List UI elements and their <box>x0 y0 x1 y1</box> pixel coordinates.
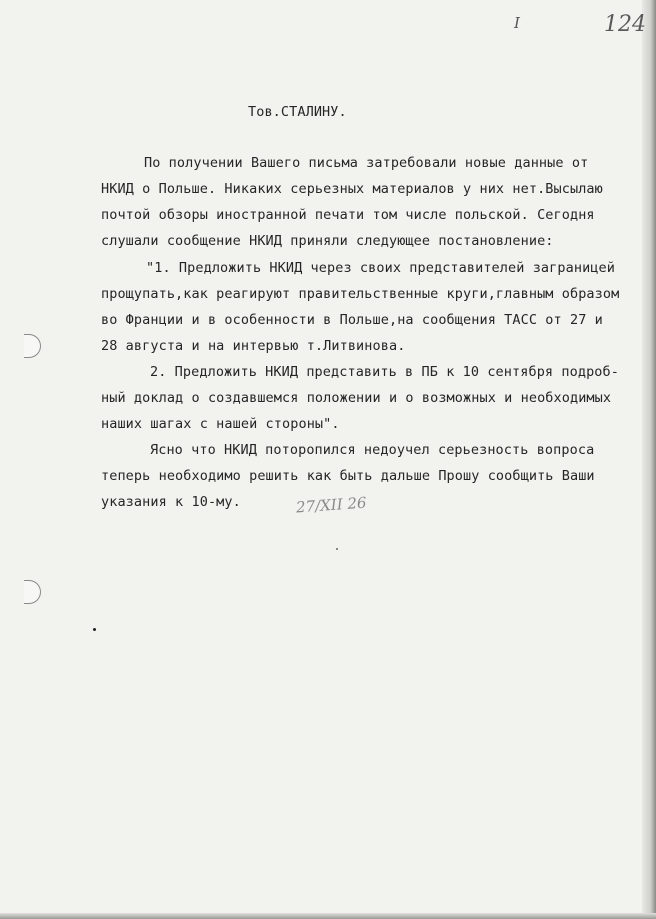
ink-speck <box>93 628 96 631</box>
page-bottom-edge <box>0 913 656 919</box>
line-9: 2. Предложить НКИД представить в ПБ к 10 сентября подроб- <box>150 364 619 380</box>
line-4: слушали сообщение НКИД приняли следующее постановление: <box>101 233 554 249</box>
line-11: наших шагах с нашей стороны". <box>101 416 340 432</box>
line-5: "1. Предложить НКИД через своих представителей заграницей <box>146 260 615 276</box>
line-6: прощупать,как реагируют правительственные круги,главным образом <box>101 286 620 302</box>
handwritten-note: 27/XII 26 <box>295 493 368 517</box>
page-edge-shadow <box>642 0 656 919</box>
line-12: Ясно что НКИД поторопился недоучел серьезность вопроса <box>150 442 595 458</box>
line-13: теперь необходимо решить как быть дальше Прошу сообщить Ваши <box>101 468 595 484</box>
line-14: указания к 10-му. <box>101 494 241 510</box>
line-1: По получении Вашего письма затребовали новые данные от <box>144 155 589 171</box>
line-3: почтой обзоры иностранной печати том числе польской. Сегодня <box>101 207 595 223</box>
line-7: во Франции и в особенности в Польше,на сообщения ТАСС от 27 и <box>101 312 603 328</box>
page-number: 124 <box>604 12 646 37</box>
salutation: Тов.СТАЛИНУ. <box>248 104 347 120</box>
page-marker: I <box>514 14 520 32</box>
line-10: ный доклад о создавшемся положении и о возможных и необходимых <box>101 390 612 406</box>
line-2: НКИД о Польше. Никаких серьезных материалов у них нет.Высылаю <box>101 181 603 197</box>
punch-hole-top <box>24 334 41 358</box>
punch-hole-bottom <box>24 580 41 604</box>
ink-speck <box>336 548 338 550</box>
line-8: 28 августа и на интервью т.Литвинова. <box>101 338 406 354</box>
